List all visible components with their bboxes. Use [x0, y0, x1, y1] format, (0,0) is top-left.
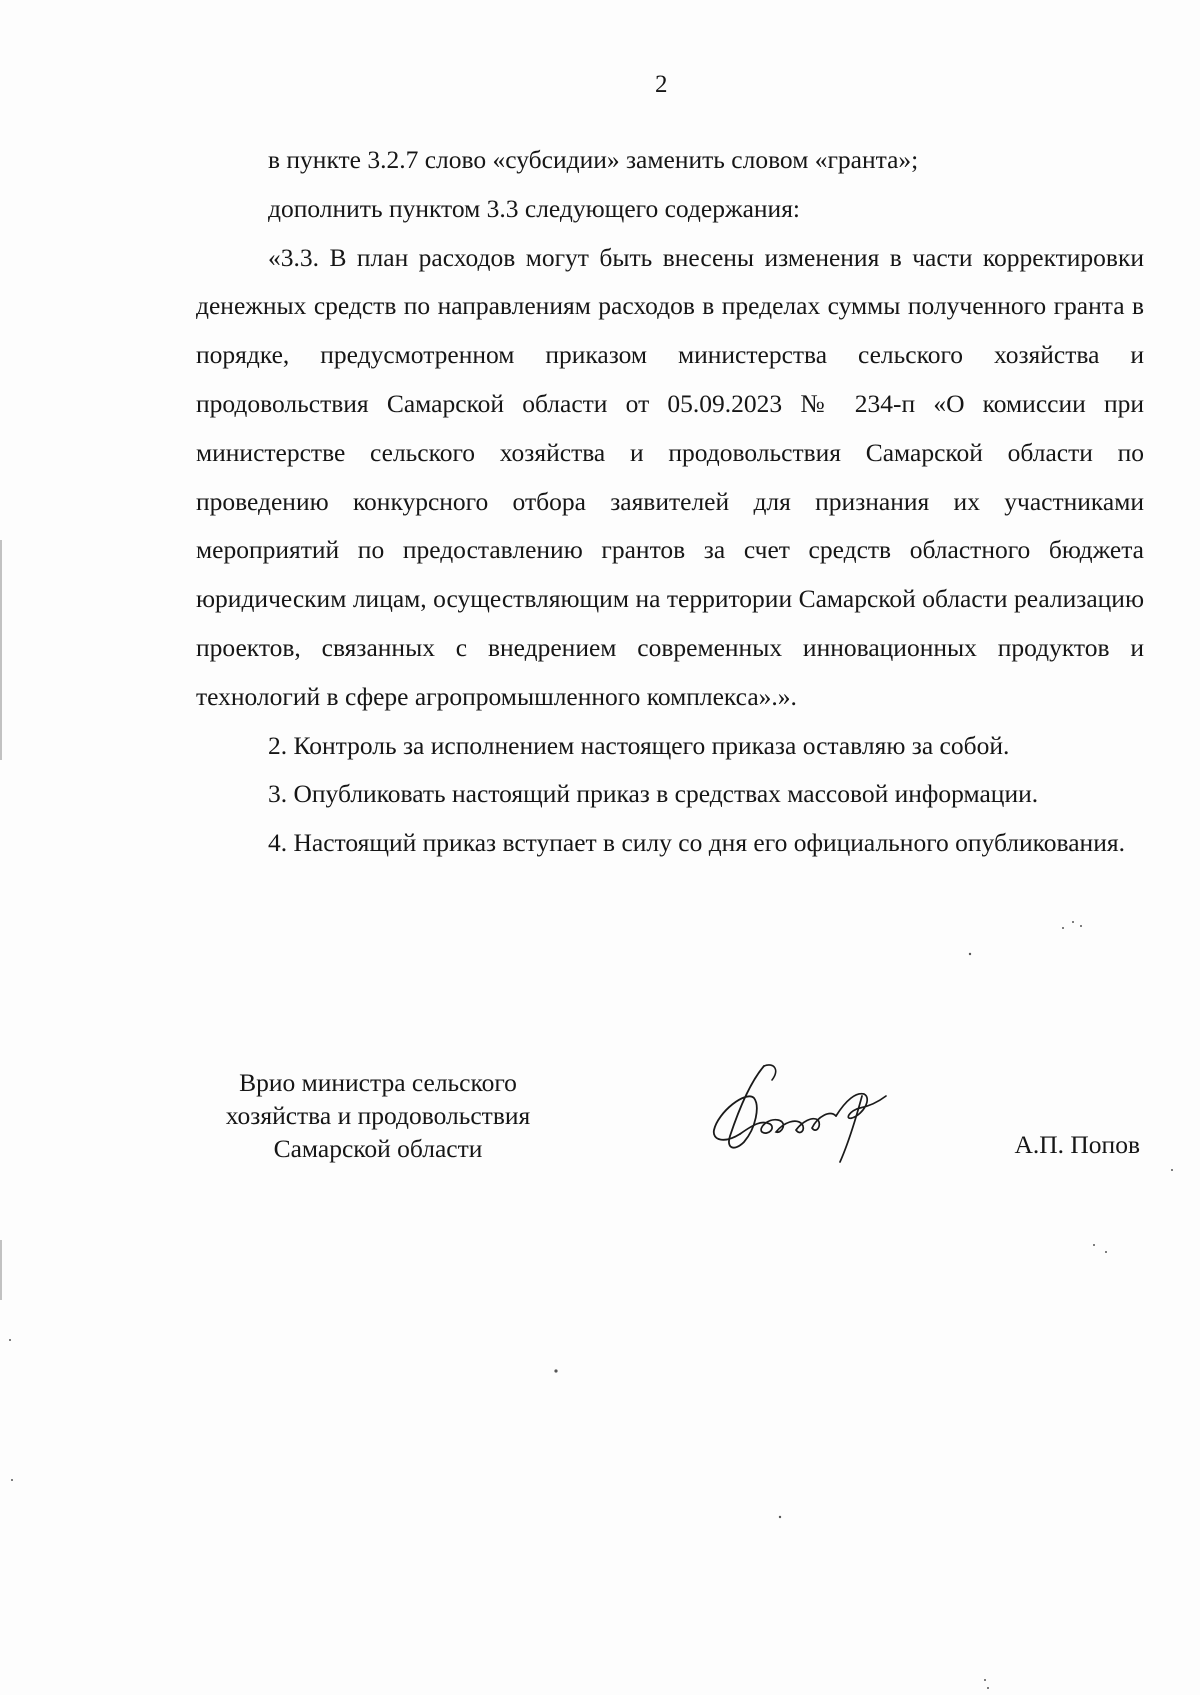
signer-title-line-2: хозяйства и продовольствия [225, 1101, 531, 1130]
paragraph-1: в пункте 3.2.7 слово «субсидии» заменить словом «гранта»; [268, 145, 919, 174]
signature-block [196, 1066, 1144, 1186]
signer-title-line-1: Врио министра сельского [239, 1068, 517, 1097]
signer-title [196, 1066, 560, 1165]
paragraph-4: 2. Контроль за исполнением настоящего приказа оставляю за собой. [268, 730, 1010, 760]
signer-title-line-3: Самарской области [273, 1134, 483, 1163]
signer-name: А.П. Попов [1014, 1130, 1140, 1159]
paragraph-3-quote: «3.3. В план расходов могут быть внесены изменения в части корректировки денежных средств по направлениям расходов в пределах суммы полученного гранта в порядке, предусмотренном приказом министерства сельского хозяйства и продовольствия Самарской области от 05.09.2023 № 234-п «О комиссии при министерстве сельского хозяйства и продовольствия Самарской области по проведению конкурсного отбора заявителей для признания их участниками мероприятий по предоставлению грантов за счет средств областного бюджета юридическим лицам, осуществляющим на территории Самарской области реализацию проектов, связанных с внедрением современных инновационных продуктов и технологий в сфере агропромышленного комплекса».». [196, 242, 1144, 711]
paragraph-2: дополнить пунктом 3.3 следующего содержания: [268, 193, 801, 223]
paragraph-5: 3. Опубликовать настоящий приказ в средствах массовой информации. [268, 779, 1039, 809]
paragraph-6: 4. Настоящий приказ вступает в силу со дня его официального опубликования. [268, 828, 1125, 858]
page-number: 2 [655, 71, 668, 98]
document-body [196, 136, 1144, 868]
handwritten-signature [704, 1058, 894, 1168]
